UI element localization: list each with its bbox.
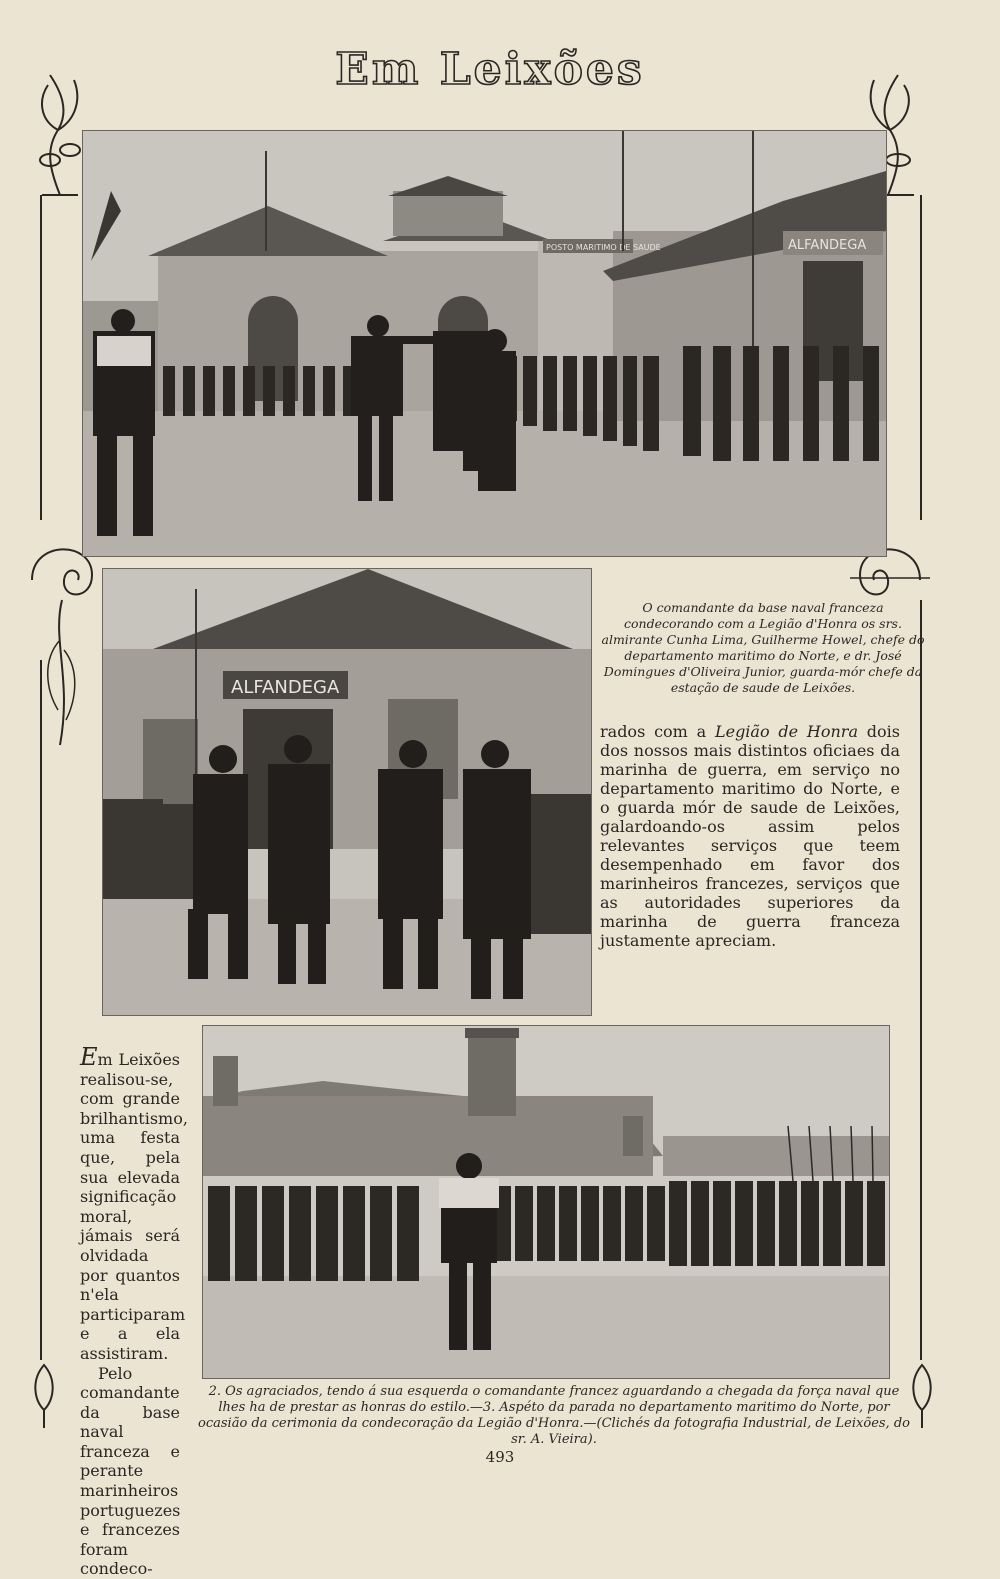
article-left-paragraph-2: Pelo comandante da base naval franceza e perante marinheiros portuguezes e francezes foram condeco- bbox=[80, 1364, 180, 1579]
frame-line-right bbox=[920, 195, 922, 520]
photo-honorees-image bbox=[103, 569, 591, 1015]
photos-2-3-caption: 2. Os agraciados, tendo á sua esquerda o comandante francez aguardando a chegada da força naval que lhes ha de prestar as honras do estilo.—3. Aspéto da parada no departamento maritimo do Norte, por ocasião da cerimonia da condecoração da Legião d'Honra.—(Clichés da fotografia Industrial, de Leixões, do sr. A. Vieira). bbox=[198, 1384, 910, 1448]
page-number: 493 bbox=[470, 1448, 530, 1466]
photo-naval-parade-image bbox=[203, 1026, 889, 1378]
photo1-sign2: ALFANDEGA bbox=[788, 238, 866, 253]
photo-honorees bbox=[102, 568, 592, 1016]
photo-naval-parade bbox=[202, 1025, 890, 1379]
drop-cap: E bbox=[80, 1043, 98, 1071]
photo1-sign: POSTO MARITIMO DE SAUDE bbox=[546, 243, 661, 252]
article-right-emphasis: Legião de Honra bbox=[715, 722, 858, 741]
ornament-top-left bbox=[30, 60, 90, 200]
frame-line-left-lower bbox=[40, 660, 42, 1360]
photo1-caption: O comandante da base naval franceza condecorando com a Legião d'Honra os srs. almirante Cunha Lima, Guilherme Howel, chefe do departamento maritimo do Norte, e dr. José Domingues d'Oliveira Junior, guarda-mór chefe da estação de saude de Leixões. bbox=[598, 600, 928, 696]
photo-ceremony-decoration bbox=[82, 130, 887, 557]
article-left-p1-text: m Leixões realisou-se, com grande brilhantismo, uma festa que, pela sua elevada significação moral, jámais será olvidada por quantos n'ela participaram e a ela assistiram. bbox=[80, 1050, 188, 1363]
article-left-column bbox=[80, 1048, 180, 1579]
photo2-sign: ALFANDEGA bbox=[231, 677, 340, 698]
article-right-pre: rados com a bbox=[600, 722, 715, 741]
photo-ceremony-decoration-image bbox=[83, 131, 886, 556]
ornament-bottom-left bbox=[26, 1360, 62, 1430]
frame-line-right-lower bbox=[920, 600, 922, 1360]
frame-line-left bbox=[40, 195, 42, 520]
page-title: Em Leixões bbox=[240, 44, 740, 104]
article-right-column bbox=[600, 722, 900, 950]
article-right-post: dois dos nossos mais distintos oficiaes da marinha de guerra, em serviço no departamento maritimo do Norte, e o guarda mór de saude de Leixões, galardoando-os assim pelos relevantes serviços que teem desempenhado em favor dos marinheiros francezes, serviços que as autoridades superiores da marinha de guerra franceza justamente apreciam. bbox=[600, 722, 900, 950]
article-left-paragraph-1 bbox=[80, 1048, 180, 1364]
